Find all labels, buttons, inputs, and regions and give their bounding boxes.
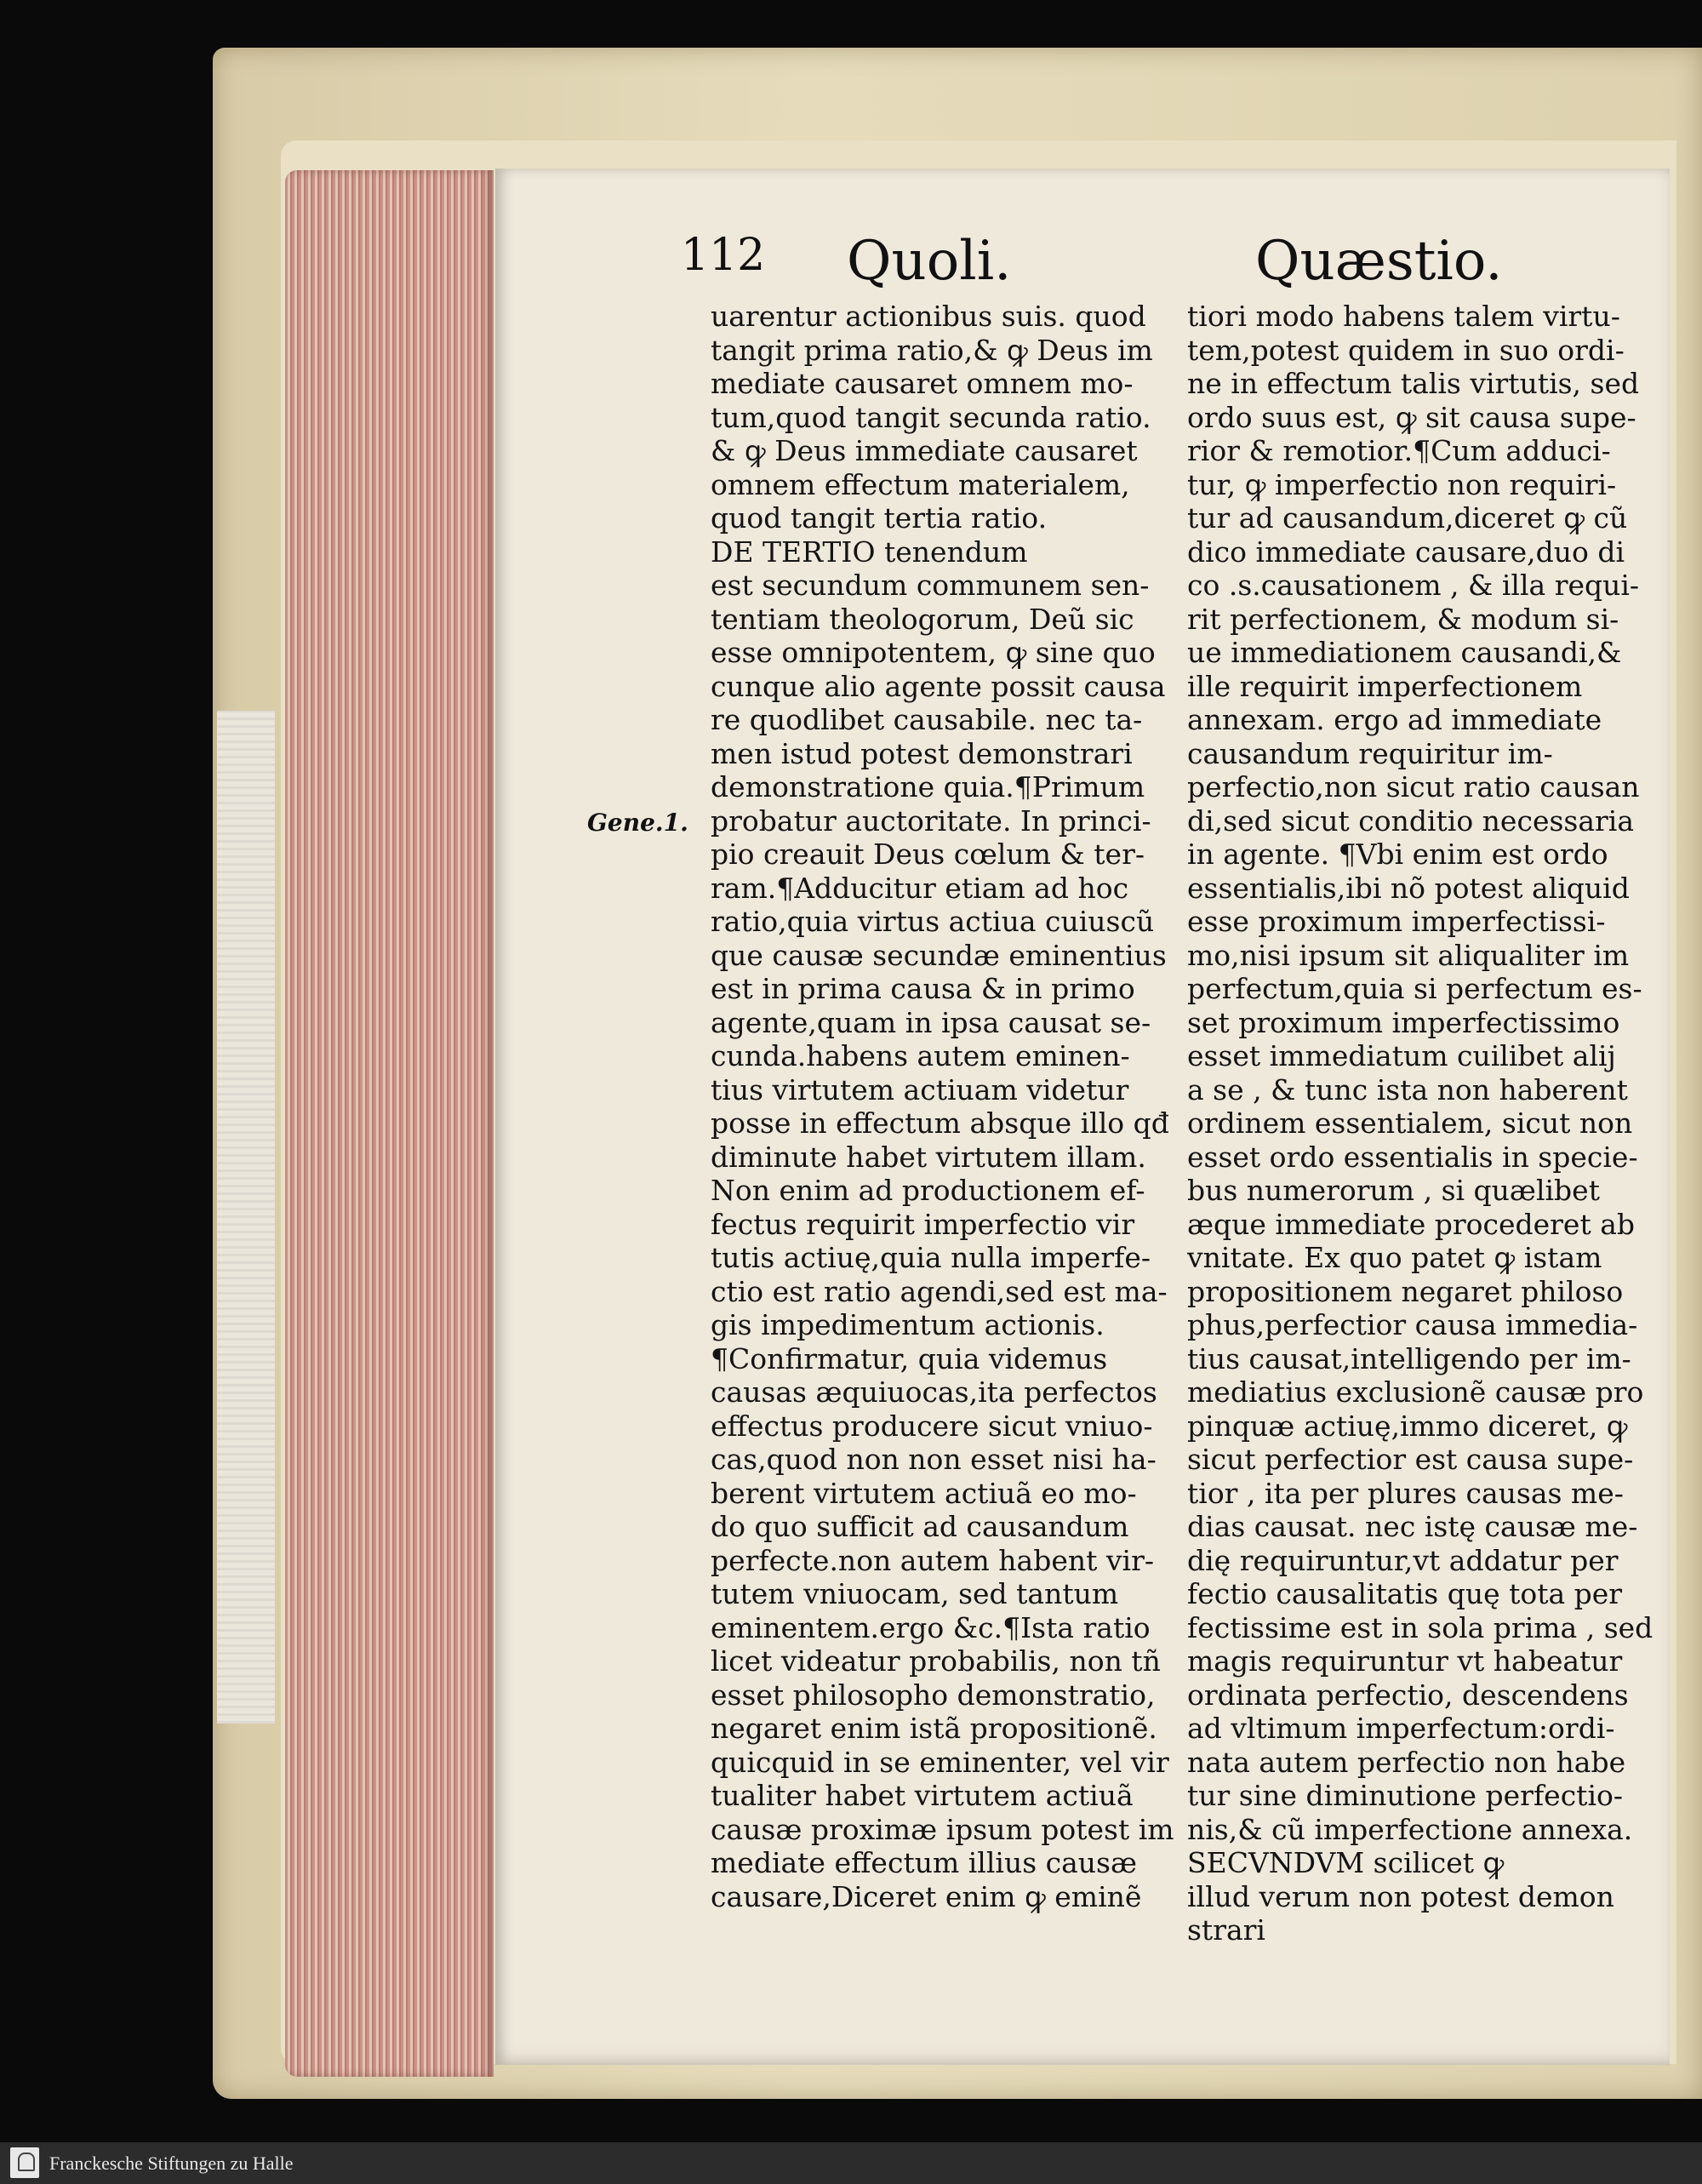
- text-line: di,sed sicut conditio necessaria: [1187, 803, 1635, 838]
- text-line: probatur auctoritate. In princi-: [711, 803, 1151, 838]
- text-line: esse proximum imperfectissi-: [1187, 905, 1606, 938]
- text-line: tem,potest quidem in suo ordi-: [1187, 333, 1625, 367]
- text-line: omnem effectum materialem,: [711, 467, 1130, 501]
- text-line: rior & remotior.¶Cum adduci-: [1187, 434, 1611, 467]
- text-line: tum,quod tangit secunda ratio.: [711, 400, 1151, 434]
- text-line: ne in effectum talis virtutis, sed: [1187, 367, 1640, 400]
- text-line: perfecte.non autem habent vir-: [711, 1543, 1155, 1577]
- text-line: re quodlibet causabile. nec ta-: [711, 703, 1143, 736]
- text-line: fectissime est in sola prima , sed: [1187, 1610, 1653, 1644]
- text-line: ad vltimum imperfectum:ordi-: [1187, 1712, 1615, 1745]
- text-line: dias causat. nec istę causæ me-: [1187, 1510, 1638, 1543]
- text-line: esset immediatum cuilibet alij: [1187, 1039, 1616, 1072]
- text-line: esse omnipotentem, ꝙ sine quo: [711, 636, 1156, 669]
- text-line: & ꝙ Deus immediate causaret: [711, 434, 1138, 467]
- text-line: causare,Diceret enim ꝙ eminẽ: [711, 1879, 1142, 1913]
- text-line: ¶Confirmatur, quia videmus: [711, 1341, 1108, 1375]
- text-line: quod tangit tertia ratio.: [711, 501, 1048, 535]
- text-line: ordinata perfectio, descendens: [1187, 1678, 1629, 1712]
- text-line: Non enim ad productionem ef-: [711, 1174, 1145, 1207]
- institution-logo-icon: [10, 2147, 39, 2178]
- text-line: causas æquiuocas,ita perfectos: [711, 1375, 1157, 1409]
- text-line: perfectio,non sicut ratio causan: [1187, 770, 1640, 803]
- text-line: licet videatur probabilis, non tñ: [711, 1644, 1161, 1678]
- text-line: æque immediate procederet ab: [1187, 1207, 1636, 1241]
- text-line: tentiam theologorum, Deũ sic: [711, 602, 1134, 636]
- text-line: essentialis,ibi nõ potest aliquid: [1187, 871, 1630, 905]
- text-line: tius virtutem actiuam videtur: [711, 1072, 1129, 1106]
- text-line: bus numerorum , si quælibet: [1187, 1174, 1600, 1207]
- text-line: nis,& cũ imperfectione annexa.: [1187, 1812, 1633, 1846]
- text-line: pinquæ actiuę,immo diceret, ꝙ: [1187, 1409, 1628, 1443]
- text-line: nata autem perfectio non habe: [1187, 1745, 1626, 1779]
- text-line: rit perfectionem, & modum si-: [1187, 602, 1619, 636]
- text-line: posse in effectum absque illo qđ: [711, 1106, 1169, 1140]
- text-line: diminute habet virtutem illam.: [711, 1140, 1146, 1174]
- text-line: ratio,quia virtus actiua cuiuscũ: [711, 905, 1155, 938]
- text-line: ue immediationem causandi,&: [1187, 636, 1622, 669]
- text-line: esset philosopho demonstratio,: [711, 1678, 1156, 1712]
- text-line: sicut perfectior est causa supe-: [1187, 1443, 1634, 1476]
- text-line: in agente. ¶Vbi enim est ordo: [1187, 838, 1608, 871]
- footer-bar: [0, 2142, 1702, 2184]
- text-line: dico immediate causare,duo di: [1187, 535, 1625, 569]
- text-line: tur sine diminutione perfectio-: [1187, 1779, 1624, 1812]
- text-line: a se , & tunc ista non haberent: [1187, 1072, 1628, 1106]
- text-line: pio creauit Deus cœlum & ter-: [711, 838, 1145, 871]
- text-line: berent virtutem actiuã eo mo-: [711, 1476, 1137, 1510]
- text-line: strari: [1187, 1913, 1265, 1947]
- text-line: tutem vniuocam, sed tantum: [711, 1577, 1119, 1610]
- page-edges: [285, 170, 494, 2077]
- text-line: phus,perfectior causa immedia-: [1187, 1308, 1638, 1341]
- text-line: que causæ secundæ eminentius: [711, 938, 1167, 972]
- text-line: quicquid in se eminenter, vel vir: [711, 1745, 1169, 1779]
- text-line: esset ordo essentialis in specie-: [1187, 1140, 1638, 1174]
- text-line: ordinem essentialem, sicut non: [1187, 1106, 1633, 1140]
- text-column-left: [711, 300, 1183, 1913]
- text-line: cas,quod non non esset nisi ha-: [711, 1443, 1157, 1476]
- text-line: causandum requiritur im-: [1187, 736, 1553, 770]
- text-line: demonstratione quia.¶Primum: [711, 770, 1145, 803]
- text-line: eminentem.ergo &c.¶Ista ratio: [711, 1610, 1151, 1644]
- text-line: mo,nisi ipsum sit aliqualiter im: [1187, 938, 1630, 972]
- text-line: ram.¶Adducitur etiam ad hoc: [711, 871, 1129, 905]
- text-line: illud verum non potest demon: [1187, 1879, 1614, 1913]
- footer-credit: Franckesche Stiftungen zu Halle: [49, 2153, 294, 2174]
- text-line: negaret enim istã propositionẽ.: [711, 1712, 1157, 1745]
- text-line: mediate effectum illius causæ: [711, 1846, 1137, 1879]
- text-line: cunque alio agente possit causa: [711, 669, 1166, 703]
- text-line: mediatius exclusionẽ causæ pro: [1187, 1375, 1644, 1409]
- text-line: ctio est ratio agendi,sed est ma-: [711, 1274, 1168, 1308]
- text-line: propositionem negaret philoso: [1187, 1274, 1624, 1308]
- text-line: magis requiruntur vt habeatur: [1187, 1644, 1623, 1678]
- text-line: mediate causaret omnem mo-: [711, 367, 1134, 400]
- margin-note: Gene.1.: [587, 809, 688, 837]
- text-line: cunda.habens autem eminen-: [711, 1039, 1130, 1072]
- text-line: uarentur actionibus suis. quod: [711, 300, 1146, 333]
- text-line: fectus requirit imperfectio vir: [711, 1207, 1135, 1241]
- text-column-right: [1187, 300, 1659, 1947]
- text-line: set proximum imperfectissimo: [1187, 1005, 1620, 1039]
- text-line: annexam. ergo ad immediate: [1187, 703, 1602, 736]
- text-line: SECVNDVM scilicet ꝙ: [1187, 1846, 1505, 1879]
- text-line: ille requirit imperfectionem: [1187, 669, 1583, 703]
- text-line: tangit prima ratio,& ꝙ Deus im: [711, 333, 1153, 367]
- running-head-right: Quæstio.: [1255, 230, 1503, 293]
- text-line: tur ad causandum,diceret ꝙ cũ: [1187, 501, 1628, 535]
- text-line: gis impedimentum actionis.: [711, 1308, 1105, 1341]
- text-line: co .s.causationem , & illa requi-: [1187, 569, 1640, 602]
- text-line: tur, ꝙ imperfectio non requiri-: [1187, 467, 1617, 501]
- running-head-left: Quoli.: [847, 230, 1012, 293]
- cover-paper-label: [217, 711, 275, 1724]
- text-line: ordo suus est, ꝙ sit causa supe-: [1187, 400, 1636, 434]
- text-line: DE TERTIO tenendum: [711, 535, 1028, 569]
- text-line: tior , ita per plures causas me-: [1187, 1476, 1624, 1510]
- text-line: do quo sufficit ad causandum: [711, 1510, 1129, 1543]
- text-line: tius causat,intelligendo per im-: [1187, 1341, 1631, 1375]
- text-line: perfectum,quia si perfectum es-: [1187, 972, 1642, 1005]
- text-line: est secundum communem sen-: [711, 569, 1150, 602]
- text-line: est in prima causa & in primo: [711, 972, 1135, 1005]
- text-line: tutis actiuę,quia nulla imperfe-: [711, 1241, 1151, 1274]
- text-line: agente,quam in ipsa causat se-: [711, 1005, 1151, 1039]
- text-line: vnitate. Ex quo patet ꝙ istam: [1187, 1241, 1602, 1274]
- text-line: fectio causalitatis quę tota per: [1187, 1577, 1623, 1610]
- text-line: tiori modo habens talem virtu-: [1187, 300, 1620, 333]
- text-line: men istud potest demonstrari: [711, 736, 1133, 770]
- page-number: 112: [681, 230, 766, 281]
- text-line: dię requiruntur,vt addatur per: [1187, 1543, 1619, 1577]
- text-line: causæ proximæ ipsum potest im: [711, 1812, 1174, 1846]
- text-line: effectus producere sicut vniuo-: [711, 1409, 1153, 1443]
- text-line: tualiter habet virtutem actiuã: [711, 1779, 1134, 1812]
